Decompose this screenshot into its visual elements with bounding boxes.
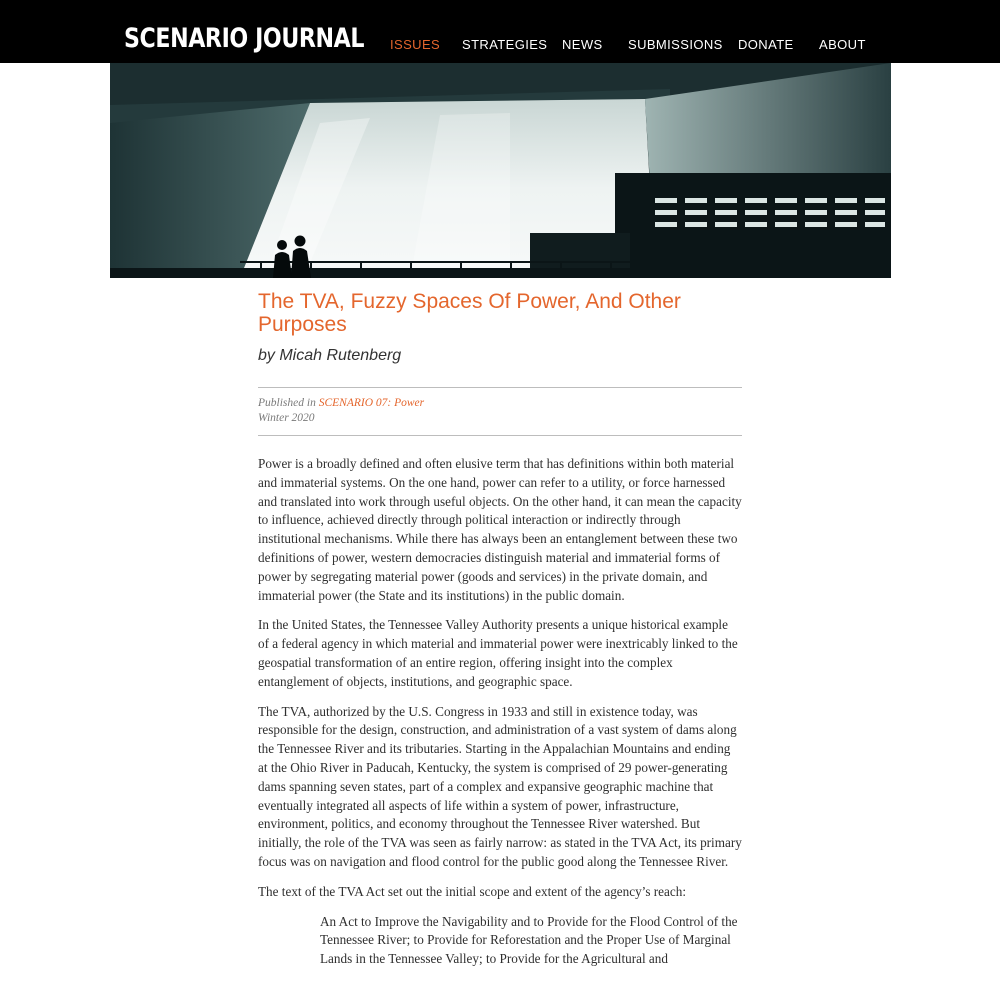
dam-photo (110, 63, 891, 278)
paragraph: In the United States, the Tennessee Valley Authority presents a unique historical example of a federal agency in which material and immaterial power were inextricably linked to the geospatial transformation of an entire region, offering insight into the complex entanglement of objects, institutions, and geographic space. (258, 617, 738, 689)
paragraph: Power is a broadly defined and often elusive term that has definitions within both material and immaterial systems. On the one hand, power can refer to a utility, or force harnessed and translated into work through useful objects. On the other hand, it can mean the capacity to influence, achieved directly through political interaction or indirectly through institutional mechanisms. While there has always been an entanglement between these two definitions of power, western democracies distinguish material and immaterial forms of power by segregating material power (goods and services) in the private domain, and immaterial power (the State and its institutions) in the public domain. (258, 456, 742, 603)
issue-link[interactable]: SCENARIO 07: Power (318, 397, 425, 409)
publication-info (258, 387, 742, 436)
published-line (258, 396, 742, 411)
hero-image (110, 63, 891, 278)
article-byline: by Micah Rutenberg (258, 347, 402, 364)
site-header (0, 0, 1000, 63)
nav-news[interactable]: NEWS (562, 37, 603, 52)
nav-donate[interactable]: DONATE (738, 37, 794, 52)
nav-submissions[interactable]: SUBMISSIONS (628, 37, 723, 52)
paragraph: The TVA, authorized by the U.S. Congress in 1933 and still in existence today, was responsible for the design, construction, and administration of a vast system of dams along the Tennessee River and its tributaries. Starting in the Appalachian Mountains and ending at the Ohio River in Paducah, Kentucky, the system is comprised of 29 power-generating dams spanning seven states, part of a complex and expansive geographic machine that eventually integrated all aspects of life within a system of power, infrastructure, environment, politics, and economy throughout the Tennessee River watershed. But initially, the role of the TVA was seen as fairly narrow: as stated in the TVA Act, its primary focus was on navigation and flood control for the public good along the Tennessee River. (258, 703, 742, 869)
nav-strategies[interactable]: STRATEGIES (462, 37, 548, 52)
article-title: The TVA, Fuzzy Spaces Of Power, And Other Purposes (258, 290, 681, 336)
nav-about[interactable]: ABOUT (819, 37, 866, 52)
site-logo[interactable]: SCENARIO JOURNAL (124, 23, 365, 54)
paragraph: The text of the TVA Act set out the initial scope and extent of the agency’s reach: (258, 883, 686, 899)
published-prefix: Published in (258, 397, 316, 409)
block-quote: An Act to Improve the Navigability and to Provide for the Flood Control of the Tennessee River; to Provide for Reforestation and the Proper Use of Marginal Lands in the Tennessee Valley; to Provide for the Agricultural and (320, 913, 738, 967)
publication-season: Winter 2020 (258, 412, 315, 424)
article-body (258, 455, 742, 969)
nav-issues[interactable]: ISSUES (390, 37, 441, 52)
article-header (258, 290, 742, 367)
